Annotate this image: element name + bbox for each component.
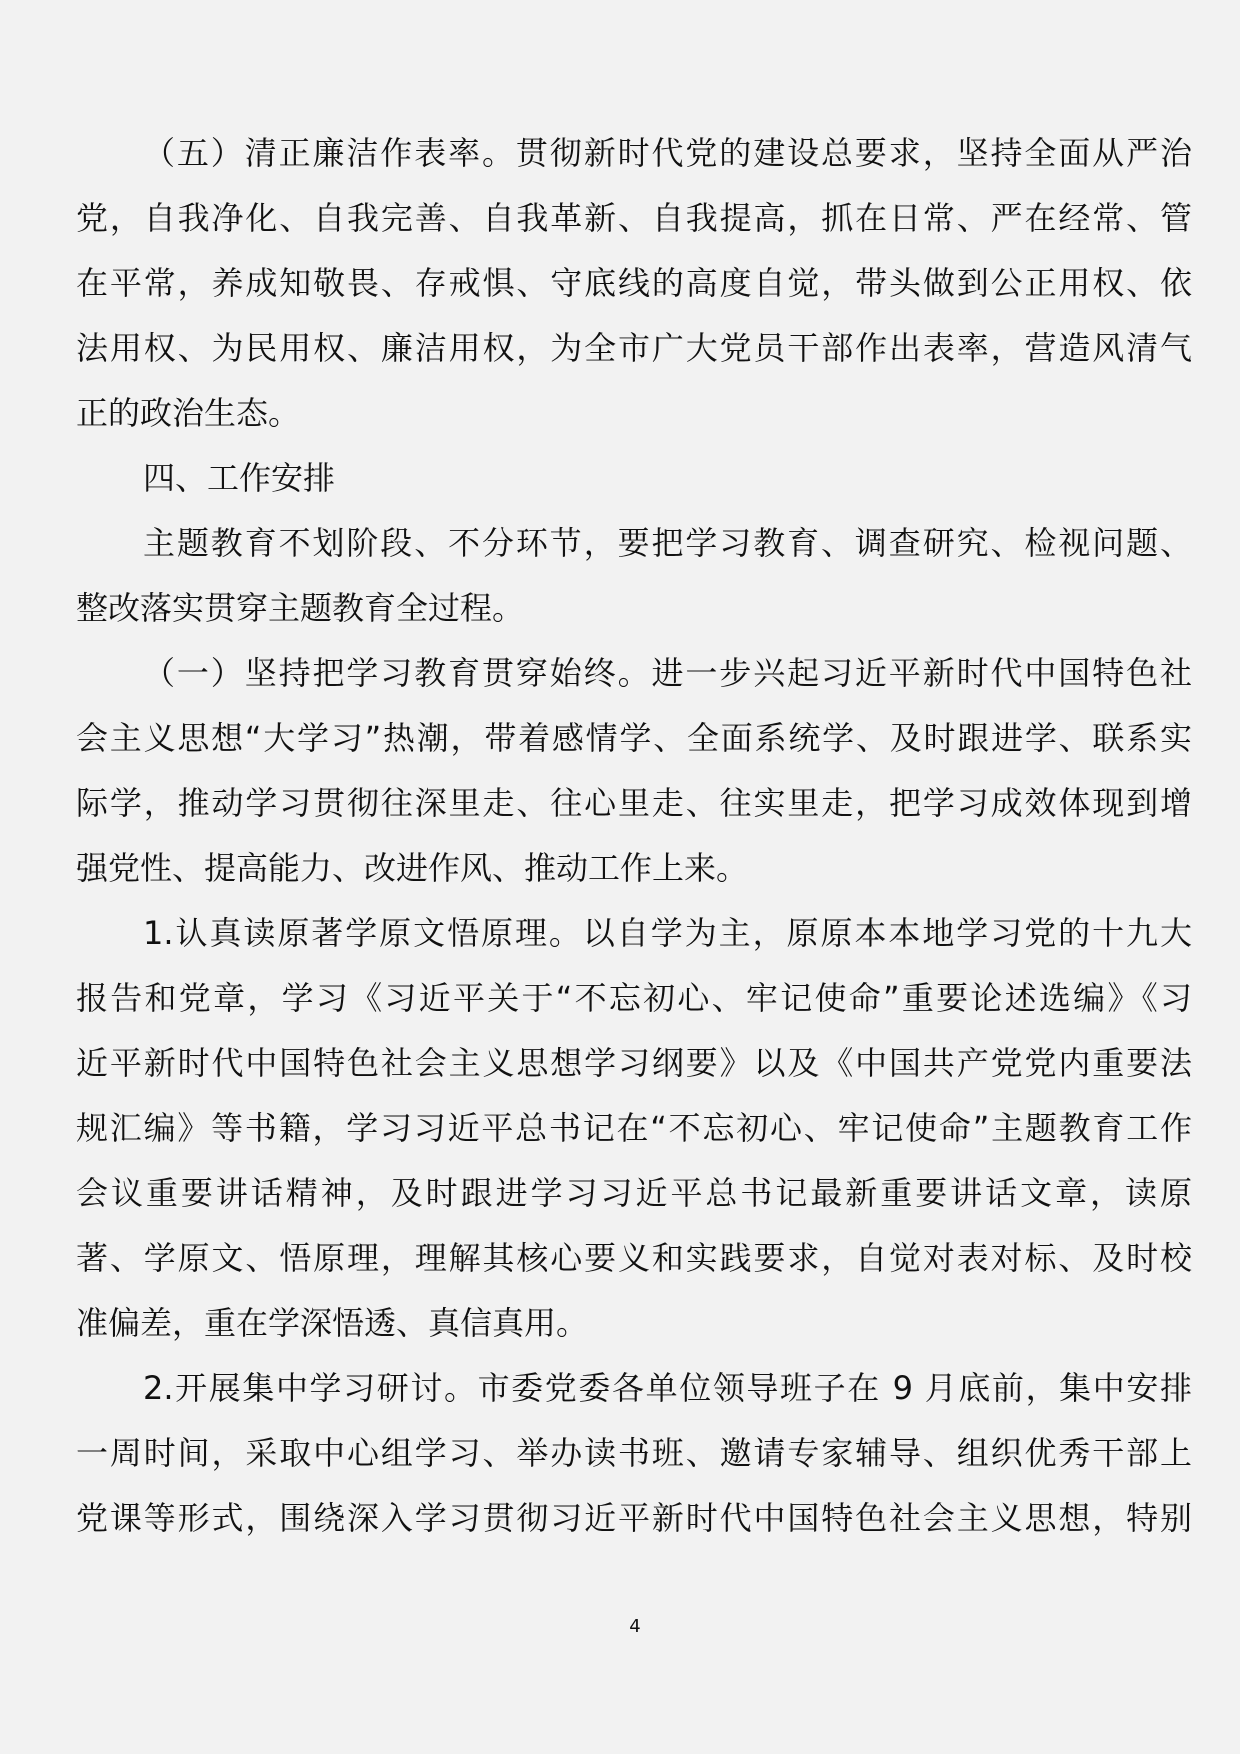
paragraph-line: 准偏差，重在学深悟透、真信真用。 xyxy=(76,1304,589,1342)
paragraph-line: 在平常，养成知敬畏、存戒惧、守底线的高度自觉，带头做到公正用权、依 xyxy=(76,264,1192,302)
paragraph-line: 党课等形式，围绕深入学习贯彻习近平新时代中国特色社会主义思想，特别 xyxy=(76,1499,1192,1537)
paragraph-line: 1.认真读原著学原文悟原理。以自学为主，原原本本地学习党的十九大 xyxy=(143,914,1192,952)
paragraph-line: （一）坚持把学习教育贯穿始终。进一步兴起习近平新时代中国特色社 xyxy=(143,654,1192,692)
paragraph-line: 一周时间，采取中心组学习、举办读书班、邀请专家辅导、组织优秀干部上 xyxy=(76,1434,1192,1472)
page-number: 4 xyxy=(629,1616,641,1637)
paragraph-line: 会主义思想“大学习”热潮，带着感情学、全面系统学、及时跟进学、联系实 xyxy=(76,719,1192,757)
paragraph-line: 主题教育不划阶段、不分环节，要把学习教育、调查研究、检视问题、 xyxy=(143,524,1192,562)
paragraph-line: 党，自我净化、自我完善、自我革新、自我提高，抓在日常、严在经常、管 xyxy=(76,199,1192,237)
paragraph-line: 规汇编》等书籍，学习习近平总书记在“不忘初心、牢记使命”主题教育工作 xyxy=(76,1109,1192,1147)
paragraph-line: 近平新时代中国特色社会主义思想学习纲要》以及《中国共产党党内重要法 xyxy=(76,1044,1192,1082)
paragraph-line: 正的政治生态。 xyxy=(76,394,301,432)
paragraph-line: （五）清正廉洁作表率。贯彻新时代党的建设总要求，坚持全面从严治 xyxy=(143,134,1192,172)
paragraph-line: 法用权、为民用权、廉洁用权，为全市广大党员干部作出表率，营造风清气 xyxy=(76,329,1192,367)
paragraph-line: 强党性、提高能力、改进作风、推动工作上来。 xyxy=(76,849,749,887)
section-heading: 四、工作安排 xyxy=(143,459,336,497)
paragraph-line: 整改落实贯穿主题教育全过程。 xyxy=(76,589,525,627)
paragraph-line: 会议重要讲话精神，及时跟进学习习近平总书记最新重要讲话文章，读原 xyxy=(76,1174,1192,1212)
paragraph-line: 报告和党章，学习《习近平关于“不忘初心、牢记使命”重要论述选编》《习 xyxy=(76,979,1192,1017)
paragraph-line: 2.开展集中学习研讨。市委党委各单位领导班子在 9 月底前，集中安排 xyxy=(143,1369,1192,1407)
paragraph-line: 际学，推动学习贯彻往深里走、往心里走、往实里走，把学习成效体现到增 xyxy=(76,784,1192,822)
paragraph-line: 著、学原文、悟原理，理解其核心要义和实践要求，自觉对表对标、及时校 xyxy=(76,1239,1192,1277)
